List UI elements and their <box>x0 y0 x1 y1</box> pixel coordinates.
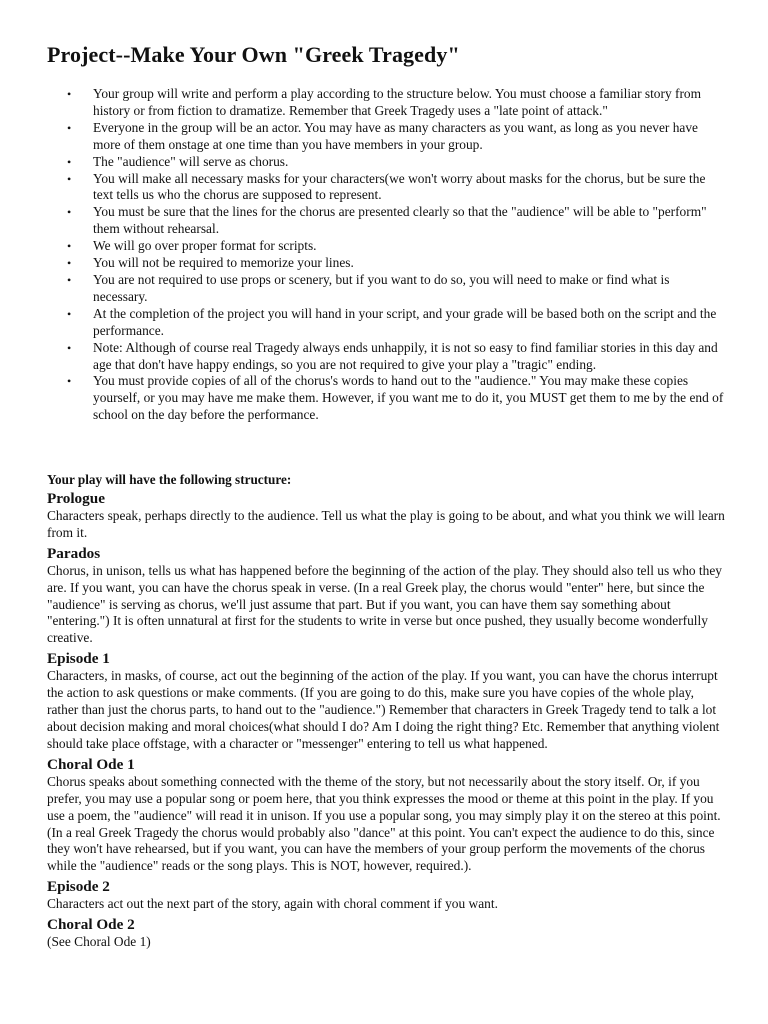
page-title: Project--Make Your Own "Greek Tragedy" <box>47 42 460 67</box>
section-heading-episode-1: Episode 1 <box>47 650 110 668</box>
section-heading-choral-ode-2: Choral Ode 2 <box>47 916 135 934</box>
list-item: • You will not be required to memorize your lines. <box>46 255 726 272</box>
list-item: • You will make all necessary masks for your characters(we won't worry about masks for the chorus, but be sure the text tells us who the chorus are supposed to represent. <box>46 171 726 205</box>
list-item: • Note: Although of course real Tragedy always ends unhappily, it is not so easy to find familiar stories in this day and age that don't have happy endings, so you are not required to give your play a "tragic" ending. <box>46 340 726 374</box>
section-heading-episode-2: Episode 2 <box>47 878 110 896</box>
list-item: • Your group will write and perform a play according to the structure below. You must choose a familiar story from history or from fiction to dramatize. Remember that Greek Tragedy uses a "late point of attack." <box>46 86 726 120</box>
list-item: • The "audience" will serve as chorus. <box>46 154 726 171</box>
section-heading-choral-ode-1: Choral Ode 1 <box>47 755 135 773</box>
section-heading-parados: Parados <box>47 544 101 562</box>
section-text-parados: Chorus, in unison, tells us what has happened before the beginning of the action of the play. They should also tell us who they are. If you want, you can have the chorus speak in verse. (In a real Greek play, the chorus would "enter" here, but since the "audience" is serving as chorus, we'll just assume that part. But if you want, you can have them say something about "entering.") It is often unnatural at first for the students to write in verse but once pushed, they usually become wonderfully creative. <box>47 562 722 646</box>
section-text-episode-1: Characters, in masks, of course, act out the beginning of the action of the play. If you want, you can have the chorus interrupt the action to ask questions or make comments. (If you are going to do this, make sure you have copies of the whole play, rather than just the chorus parts, to hand out to the "audience.") Remember that characters in Greek Tragedy tend to talk a lot about decision making and moral choices(what should I do? Am I doing the right thing? Etc. Remember that anything violent should take place offstage, with a character or "messenger" entering to tell us what happened. <box>47 668 720 751</box>
list-item: • Everyone in the group will be an actor. You may have as many characters as you want, as long as you never have more of them onstage at one time than you have members in your group. <box>46 120 726 154</box>
structure-intro: Your play will have the following structure: <box>47 472 292 487</box>
section-text-prologue: Characters speak, perhaps directly to the audience. Tell us what the play is going to be about, and what you think we will learn from it. <box>47 507 725 540</box>
list-item: • You must be sure that the lines for the chorus are presented clearly so that the "audience" will be able to "perform" them without rehearsal. <box>46 204 726 238</box>
section-text-episode-2: Characters act out the next part of the story, again with choral comment if you want. <box>47 896 498 912</box>
section-text-choral-ode-2: (See Choral Ode 1) <box>47 934 151 950</box>
requirements-list <box>46 86 726 424</box>
section-heading-prologue: Prologue <box>47 489 105 507</box>
structure-section <box>47 472 727 954</box>
list-item: • At the completion of the project you will hand in your script, and your grade will be based both on the script and the performance. <box>46 306 726 340</box>
list-item: • We will go over proper format for scripts. <box>46 238 726 255</box>
section-text-choral-ode-1: Chorus speaks about something connected with the theme of the story, but not necessarily about the story itself. Or, if you prefer, you may use a popular song or poem here, that you think expresses the mood or theme at this point in the play. If you use a poem, the "audience" will read it in unison. If you use a popular song, you may simply play it on the stereo at this point. (In a real Greek Tragedy the chorus would probably also "dance" at this point. You can't expect the audience to do this, since they won't have rehearsed, but if you want, you can have the members of your group perform the movements of the chorus while the "audience" reads or the song plays. This is NOT, however, required.). <box>47 773 721 874</box>
list-item: • You must provide copies of all of the chorus's words to hand out to the "audience." You may make these copies yourself, or you may have me make them. However, if you want me to do it, you MUST get them to me by the end of school on the day before the performance. <box>46 373 726 424</box>
list-item: • You are not required to use props or scenery, but if you want to do so, you will need to make or find what is necessary. <box>46 272 726 306</box>
